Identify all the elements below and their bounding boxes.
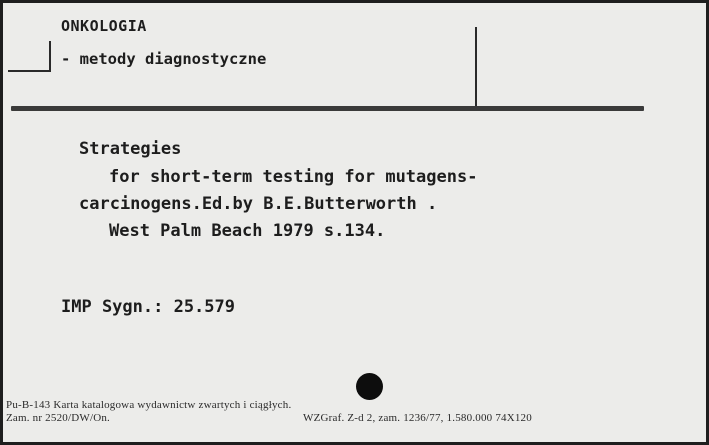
- header-divider: [475, 27, 477, 107]
- title-line: Strategies: [79, 139, 182, 159]
- footer-line-2-left: Zam. nr 2520/DW/On.: [6, 412, 111, 424]
- editor-line: carcinogens.Ed.by B.E.Butterworth .: [79, 194, 438, 214]
- footer-line-2-right: WZGraf. Z-d 2, zam. 1236/77, 1.580.000 74X120: [303, 412, 532, 424]
- header-rule: [11, 106, 644, 111]
- corner-mark-base: [8, 70, 51, 72]
- subject-heading: ONKOLOGIA: [61, 17, 147, 35]
- call-number: IMP Sygn.: 25.579: [61, 297, 235, 317]
- footer-line-1: Pu-B-143 Karta katalogowa wydawnictw zwartych i ciągłych.: [6, 399, 292, 411]
- corner-mark: [49, 41, 51, 71]
- imprint-line: West Palm Beach 1979 s.134.: [109, 221, 386, 241]
- card-punch-hole: [356, 373, 383, 400]
- subject-subheading: - metody diagnostyczne: [61, 50, 267, 68]
- catalog-card: [3, 3, 706, 442]
- title-continuation: for short-term testing for mutagens-: [109, 167, 478, 187]
